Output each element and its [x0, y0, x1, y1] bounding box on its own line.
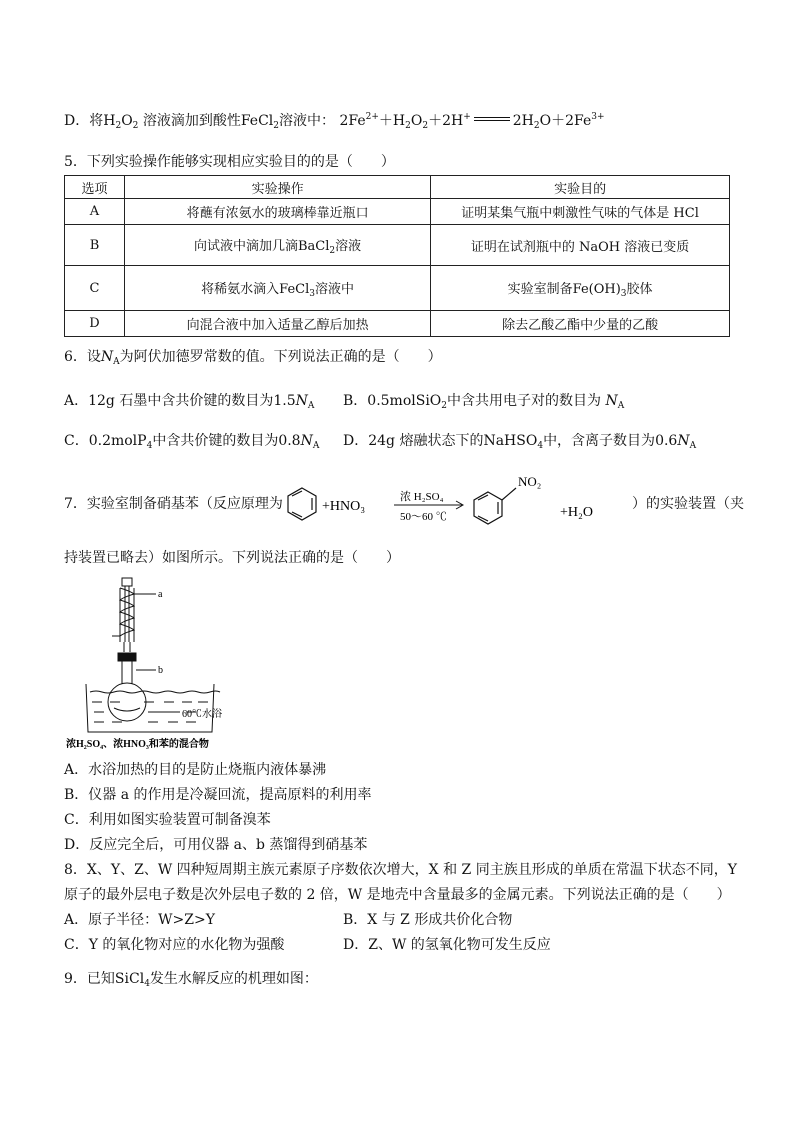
reaction-equation: [282, 470, 632, 532]
apparatus-figure: [64, 572, 244, 752]
nitrobenzene-icon: [474, 488, 516, 524]
q8-option-c: C．Y 的氧化物对应的水化物为强酸: [64, 937, 285, 953]
q7-option-b: B．仪器 a 的作用是冷凝回流，提高原料的利用率: [64, 787, 372, 803]
q7-option-d: D．反应完全后，可用仪器 a、b 蒸馏得到硝基苯: [64, 837, 368, 853]
q7-stem-line1: 7．实验室制备硝基苯（反应原理为: [64, 496, 283, 512]
equals-sign: [474, 117, 510, 121]
option-d-line: D．将$H_2O_2$ 溶液滴加到酸性FeCl$_2$溶液中： $2Fe^{2+}+H_2O_2+2H^+$ $2H_2O+2Fe^{3+}$: [64, 112, 605, 131]
condition-top: 浓 H₂SO₄: [400, 491, 444, 503]
q9-stem: 9．已知SiCl$_4$发生水解反应的机理如图：: [64, 971, 318, 989]
table-row: B 向试液中滴加几滴BaCl$_2$溶液 证明在试剂瓶中的 NaOH 溶液已变质: [65, 225, 730, 266]
q7-stem-line1-end: ）的实验装置（夹: [632, 496, 744, 512]
q8-stem-line1: 8．X、Y、Z、W 四种短周期主族元素原子序数依次增大，X 和 Z 同主族且形成的单质在常温下状态不同，Y: [64, 862, 737, 878]
q8-option-d: D．Z、W 的氢氧化物可发生反应: [343, 937, 551, 953]
q7-option-a: A．水浴加热的目的是防止烧瓶内液体暴沸: [64, 762, 327, 778]
q8-stem-line2: 原子的最外层电子数是次外层电子数的 2 倍，W 是地壳中含量最多的金属元素。下列说法正确的是（ ）: [64, 887, 731, 903]
label-a: a: [158, 589, 163, 600]
condition-bottom: 50～60 ℃: [400, 511, 447, 523]
hno3-text: +HNO₃: [322, 499, 366, 514]
benzene-icon: [288, 488, 316, 520]
table-row: C 将稀氨水滴入FeCl$_3$溶液中 实验室制备$Fe(OH)_3$胶体: [65, 266, 730, 311]
no2-text: NO₂: [518, 474, 542, 489]
label-bath: 60℃水浴: [182, 709, 222, 720]
q8-option-a: A．原子半径：W>Z>Y: [64, 912, 215, 928]
q5-stem: 5．下列实验操作能够实现相应实验目的的是（ ）: [64, 154, 395, 170]
q6-option-d: D．24g 熔融状态下的NaHSO$_4$中，含离子数目为$0.6N_A$: [343, 433, 697, 451]
table-header: 选项: [65, 176, 125, 199]
q6-option-a: A．12g 石墨中含共价键的数目为$1.5N_A$: [64, 393, 315, 411]
label-b: b: [158, 665, 163, 676]
table-row: A 将蘸有浓氨水的玻璃棒靠近瓶口 证明某集气瓶中刺激性气味的气体是 HCl: [65, 199, 730, 225]
q5-table: [64, 175, 730, 337]
q7-stem-line2: 持装置已略去）如图所示。下列说法正确的是（ ）: [64, 550, 400, 566]
table-row: D 向混合液中加入适量乙醇后加热 除去乙酸乙酯中少量的乙酸: [65, 311, 730, 337]
q6-stem: 6．设$N_A$为阿伏加德罗常数的值。下列说法正确的是（ ）: [64, 349, 442, 367]
figure-caption: 浓H₂SO₄、浓HNO₃和苯的混合物: [66, 739, 209, 750]
q6-option-b: B．0.5molSiO$_2$中含共用电子对的数目为 $N_A$: [343, 393, 625, 411]
q8-option-b: B．X 与 Z 形成共价化合物: [343, 912, 513, 928]
q7-option-c: C．利用如图实验装置可制备溴苯: [64, 812, 271, 828]
table-header: 实验目的: [431, 176, 730, 199]
q6-option-c: C．0.2molP$_4$中含共价键的数目为$0.8N_A$: [64, 433, 320, 451]
table-header: 实验操作: [125, 176, 431, 199]
h2o-text: +H₂O: [560, 505, 593, 520]
